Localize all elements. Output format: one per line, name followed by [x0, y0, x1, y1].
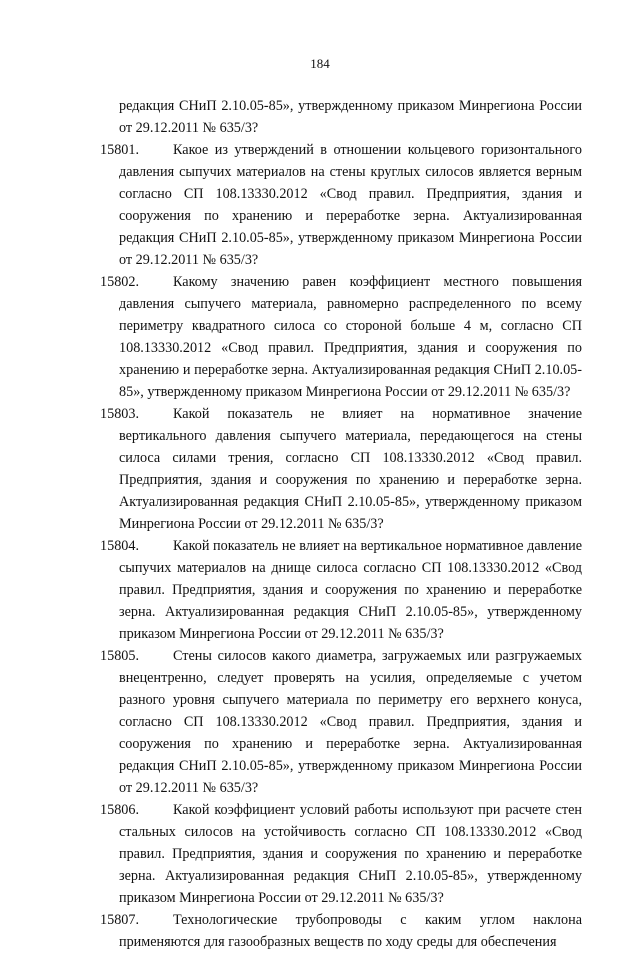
question-number: 15806. [100, 802, 140, 818]
question-item [100, 909, 582, 953]
question-number: 15802. [100, 274, 140, 290]
question-text: Какой показатель не влияет на вертикальное нормативное давление сыпучих материалов на днище силоса согласно СП 108.13330.2012 «Свод правил. Предприятия, здания и сооружения по хранению и переработке зерна. Актуализированная редакция СНиП 2.10.05-85», утвержденному приказом Минрегиона России от 29.12.2011 № 635/3? [119, 538, 582, 642]
question-item [100, 271, 582, 403]
question-number: 15807. [100, 912, 140, 928]
question-number: 15801. [100, 142, 140, 158]
question-list [100, 95, 582, 953]
question-number: 15803. [100, 406, 140, 422]
continuation-text: редакция СНиП 2.10.05-85», утвержденному приказом Минрегиона России от 29.12.2011 № 635/3? [119, 98, 582, 136]
question-item [100, 535, 582, 645]
question-text: Стены силосов какого диаметра, загружаемых или разгружаемых внецентренно, следует проверять на усилия, определяемые с учетом разного уровня сыпучего материала по периметру его верхнего конуса, согласно СП 108.13330.2012 «Свод правил. Предприятия, здания и сооружения по хранению и переработке зерна. Актуализированная редакция СНиП 2.10.05-85», утвержденному приказом Минрегиона России от 29.12.2011 № 635/3? [119, 648, 582, 796]
question-text: Какой показатель не влияет на нормативное значение вертикального давления сыпучего материала, передающегося на стены силоса силами трения, согласно СП 108.13330.2012 «Свод правил. Предприятия, здания и сооружения по хранению и переработке зерна. Актуализированная редакция СНиП 2.10.05-85», утвержденному приказом Минрегиона России от 29.12.2011 № 635/3? [119, 406, 582, 532]
question-text: Какое из утверждений в отношении кольцевого горизонтального давления сыпучих материалов на стены круглых силосов является верным согласно СП 108.13330.2012 «Свод правил. Предприятия, здания и сооружения по хранению и переработке зерна. Актуализированная редакция СНиП 2.10.05-85», утвержденному приказом Минрегиона России от 29.12.2011 № 635/3? [119, 142, 582, 268]
question-item [100, 645, 582, 799]
question-text: Какой коэффициент условий работы используют при расчете стен стальных силосов на устойчивость согласно СП 108.13330.2012 «Свод правил. Предприятия, здания и сооружения по хранению и переработке зерна. Актуализированная редакция СНиП 2.10.05-85», утвержденному приказом Минрегиона России от 29.12.2011 № 635/3? [119, 802, 582, 906]
question-item [100, 139, 582, 271]
question-number: 15805. [100, 648, 140, 664]
question-number: 15804. [100, 538, 140, 554]
question-text: Какому значению равен коэффициент местного повышения давления сыпучего материала, равномерно распределенного по всему периметру квадратного силоса со стороной больше 4 м, согласно СП 108.13330.2012 «Свод правил. Предприятия, здания и сооружения по хранению и переработке зерна. Актуализированная редакция СНиП 2.10.05-85», утвержденному приказом Минрегиона России от 29.12.2011 № 635/3? [119, 274, 582, 400]
page-number: 184 [310, 56, 330, 71]
question-item [100, 799, 582, 909]
question-item [100, 403, 582, 535]
question-text: Технологические трубопроводы с каким углом наклона применяются для газообразных веществ по ходу среды для обеспечения [119, 912, 582, 950]
